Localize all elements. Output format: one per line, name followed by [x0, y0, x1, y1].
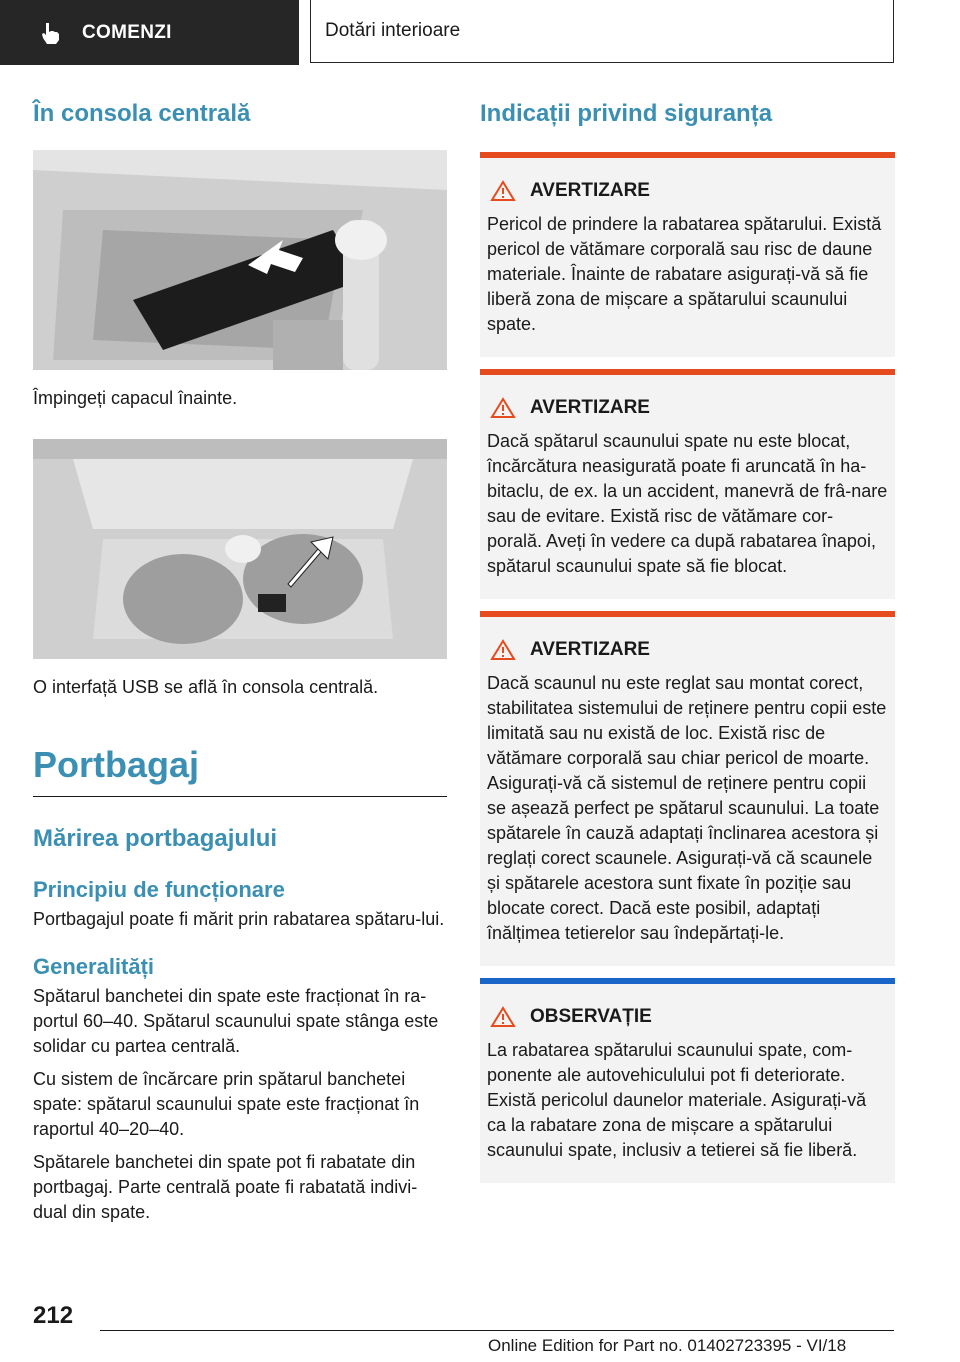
warning-triangle-icon	[490, 397, 516, 419]
warning-triangle-icon	[490, 639, 516, 661]
warning-title: AVERTIZARE	[530, 180, 650, 201]
notice-title: OBSERVAȚIE	[530, 1006, 652, 1027]
console-cover-image	[33, 150, 447, 370]
heading-general: Generalități	[33, 954, 155, 979]
chapter-label: Dotări interioare	[325, 20, 461, 41]
heading-principle: Principiu de funcționare	[33, 877, 285, 902]
general-para-3: Spătarele banchetei din spate pot fi rabatate din portbagaj. Parte centrală poate fi rabatată indivi-dual din spate.	[33, 1152, 418, 1222]
heading-safety: Indicații privind siguranța	[480, 100, 773, 127]
hand-pointer-icon	[38, 20, 64, 46]
chapter-title: Portbagaj	[33, 744, 447, 797]
notice-text: La rabatarea spătarului scaunului spate, com-ponente ale autovehiculului pot fi deteriorate. Există pericolul daunelor materiale. Asigurați-vă ca la rabatare zona de mișcare a spătarului scaunului spate, inclusiv a tetierei să fie liberă.	[487, 1040, 867, 1160]
edition-text: Online Edition for Part no. 01402723395 - VI/18	[488, 1336, 847, 1355]
caption-push-cover: Împingeți capacul înainte.	[33, 388, 238, 408]
footer-divider	[100, 1330, 894, 1331]
notice-triangle-icon	[490, 1006, 516, 1028]
warning-box	[480, 611, 895, 966]
general-para-2: Cu sistem de încărcare prin spătarul banchetei spate: spătarul scaunului spate este fracționat în raportul 40–20–40.	[33, 1069, 420, 1139]
warning-title: AVERTIZARE	[530, 639, 650, 660]
caption-usb-port: O interfață USB se află în consola centrală.	[33, 677, 379, 697]
usb-port-image	[33, 439, 447, 659]
heading-center-console: În consola centrală	[33, 100, 251, 127]
notice-box	[480, 978, 895, 1183]
page-number: 212	[33, 1302, 74, 1329]
left-column	[33, 100, 447, 1225]
warning-box	[480, 152, 895, 357]
section-label: COMENZI	[82, 21, 172, 43]
heading-enlarge-trunk: Mărirea portbagajului	[33, 825, 278, 852]
warning-text: Pericol de prindere la rabatarea spătarului. Există pericol de vătămare corporală sau risc de daune materiale. Înainte de rabatare asigurați-vă să fie liberă zona de mișcare a spătarului scaunului spate.	[487, 214, 882, 334]
right-column	[480, 100, 895, 1183]
warning-box	[480, 369, 895, 599]
section-tab[interactable]	[0, 0, 299, 65]
warning-triangle-icon	[490, 180, 516, 202]
warning-text: Dacă scaunul nu este reglat sau montat corect, stabilitatea sistemului de reținere pentru copii este limitată sau nu există de loc. Există risc de vătămare corporală sau chiar pericol de moarte. Asigurați-vă că sistemul de reținere pentru copii se așează perfect pe spătarul scaunului. La toate spătarele în cauză adaptați înclinarea acestora și reglați corect scaunele. Asigurați-vă că scaunele și spătarele acestora sunt fixate în poziție sau blocate corect. Dacă este posibil, adaptați înălțimea tetierelor sau îndepărtați-le.	[487, 673, 887, 943]
general-para-1: Spătarul banchetei din spate este fracționat în ra-portul 60–40. Spătarul scaunului spate stânga este solidar cu partea centrală.	[33, 986, 439, 1056]
warning-text: Dacă spătarul scaunului spate nu este blocat, încărcătura neasigurată poate fi aruncată în ha-bitaclu, de ex. la un accident, manevră de frâ-nare sau de evitare. Există risc de vătămare cor-porală. Aveți în vedere ca după rabatarea înapoi, spătarul scaunului spate să fie blocat.	[487, 431, 888, 576]
chapter-tab[interactable]	[310, 0, 894, 63]
principle-text: Portbagajul poate fi mărit prin rabatarea spătaru-lui.	[33, 909, 445, 929]
warning-title: AVERTIZARE	[530, 397, 650, 418]
